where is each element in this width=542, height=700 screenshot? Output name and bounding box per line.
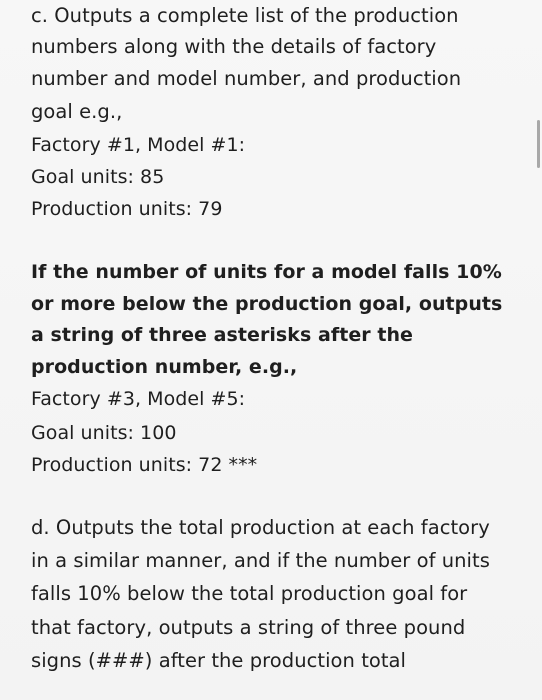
section-c-line-1: c. Outputs a complete list of the production (31, 4, 459, 27)
scrollbar-thumb[interactable] (537, 120, 540, 168)
note-example-factory-line: Factory #3, Model #5: (31, 388, 246, 410)
example-goal-line: Goal units: 85 (31, 166, 165, 188)
section-c-line-2: numbers along with the details of factory (31, 35, 437, 58)
example-production-line: Production units: 79 (31, 198, 223, 220)
note-line-3: a string of three asterisks after the (31, 324, 413, 346)
section-c-line-4: goal e.g., (31, 100, 123, 123)
note-line-4: production number, e.g., (31, 356, 298, 378)
section-d-line-1: d. Outputs the total production at each factory (31, 516, 490, 539)
note-line-1: If the number of units for a model falls 10% (31, 261, 502, 283)
section-c-line-3: number and model number, and production (31, 67, 462, 90)
note-example-production-line: Production units: 72 *** (31, 454, 258, 476)
note-line-2: or more below the production goal, outputs (31, 293, 503, 315)
example-factory-line: Factory #1, Model #1: (31, 134, 246, 156)
section-d-line-5: signs (###) after the production total (31, 649, 407, 672)
section-d-line-3: falls 10% below the total production goal for (31, 582, 468, 605)
note-example-goal-line: Goal units: 100 (31, 422, 177, 444)
section-d-line-4: that factory, outputs a string of three pound (31, 616, 466, 639)
section-d-line-2: in a similar manner, and if the number of units (31, 549, 490, 572)
